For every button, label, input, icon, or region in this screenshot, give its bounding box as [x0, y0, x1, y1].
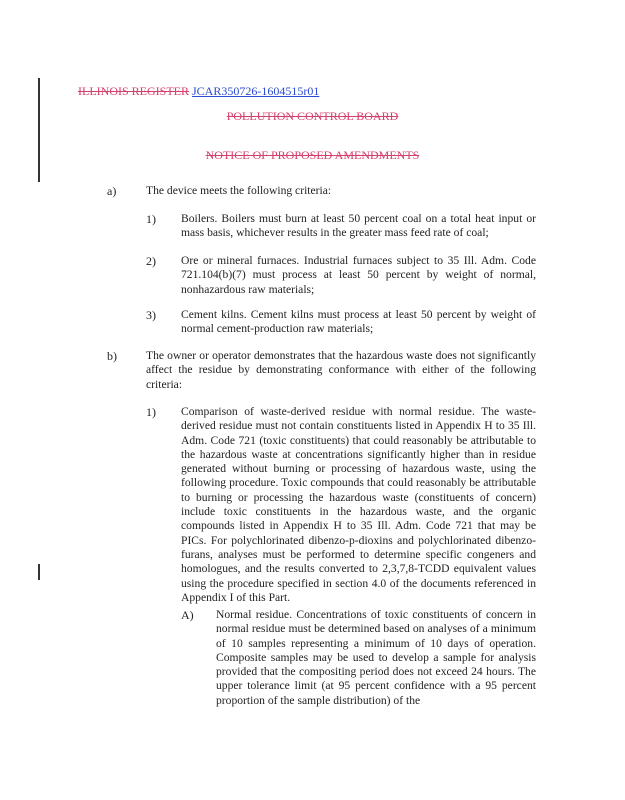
- a-item-3-text: Cement kilns. Cement kilns must process at least 50 percent by weight of normal cement-production raw materials;: [181, 308, 536, 336]
- section-b-label: b): [107, 349, 117, 363]
- board-title: POLLUTION CONTROL BOARD: [226, 109, 399, 123]
- change-bar: [38, 78, 40, 182]
- section-a-text: The device meets the following criteria:: [146, 184, 332, 197]
- section-b-text: The owner or operator demonstrates that the hazardous waste does not significantly affect the residue by demonstrating conformance with either of the following criteria:: [146, 349, 536, 391]
- a-item-2-text: Ore or mineral furnaces. Industrial furnaces subject to 35 Ill. Adm. Code 721.104(b)(7) must process at least 50 percent by weight of normal, nonhazardous raw materials;: [181, 254, 536, 296]
- register-deleted-text: ILLINOIS REGISTER: [78, 84, 189, 98]
- section-a-label: a): [107, 184, 117, 198]
- register-inserted-text: JCAR350726-1604515r01: [192, 84, 320, 98]
- b-item-1-text: Comparison of waste-derived residue with normal residue. The waste-derived residue must not contain constituents listed in Appendix H to 35 Ill. Adm. Code 721 (toxic constituents) that could reasonably be attributable to the hazardous waste at concentrations significantly higher than in residue generated without burning or processing of hazardous waste, using the following procedure. Toxic compounds that could reasonably be attributable to burning or processing the hazardous waste (constituents of concern) include toxic constituents in the hazardous waste, and the organic compounds listed in Appendix H to 35 Ill. Adm. Code 721 that may be PICs. For polychlorinated dibenzo-p-dioxins and polychlorinated dibenzo-furans, analyses must be performed to determine specific congeners and homologues, and the results converted to 2,3,7,8-TCDD equivalent values using the procedure specified in section 4.0 of the documents referenced in Appendix I of this Part.: [181, 405, 536, 604]
- a-item-1-label: 1): [146, 212, 156, 226]
- a-item-1-text: Boilers. Boilers must burn at least 50 percent coal on a total heat input or mass basis, whichever results in the greater mass feed rate of coal;: [181, 212, 536, 240]
- notice-title: NOTICE OF PROPOSED AMENDMENTS: [205, 148, 420, 162]
- a-item-3-label: 3): [146, 308, 156, 322]
- b-item-1-label: 1): [146, 405, 156, 419]
- b-item-1-A-label: A): [181, 608, 194, 622]
- a-item-2-label: 2): [146, 254, 156, 268]
- b-item-1-A-text: Normal residue. Concentrations of toxic constituents of concern in normal residue must be determined based on analyses of a minimum of 10 samples representing a minimum of 10 days of operation. Composite samples may be used to develop a sample for analysis provided that the compositing period does not exceed 24 hours. The upper tolerance limit (at 95 percent confidence with a 95 percent proportion of the sample distribution) of the: [216, 608, 536, 707]
- change-bar: [38, 564, 40, 580]
- register-header: [78, 84, 319, 99]
